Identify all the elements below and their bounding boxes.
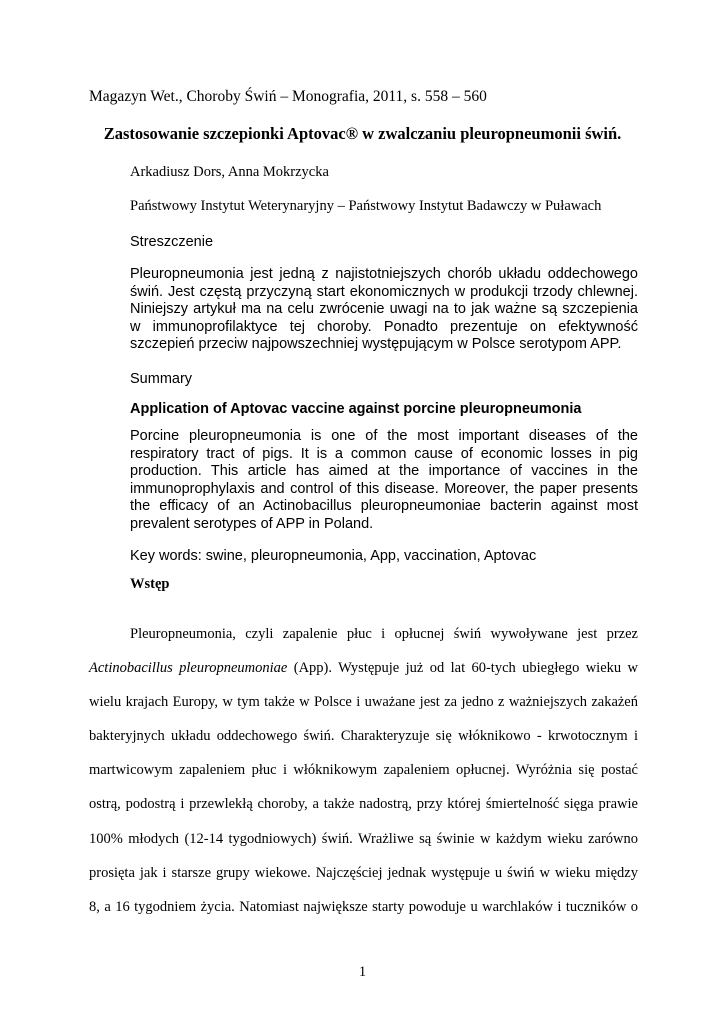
intro-line: 100% młodych (12-14 tygodniowych) świń. Wrażliwe są świnie w każdym wieku zarówno [89, 830, 638, 847]
keywords-line: Key words: swine, pleuropneumonia, App, vaccination, Aptovac [130, 548, 537, 564]
intro-line: martwicowym zapaleniem płuc i włóknikowym zapaleniem opłucnej. Wyróżnia się postać [89, 762, 638, 779]
institution-line: Państwowy Instytut Weterynaryjny – Państwowy Instytut Badawczy w Puławach [130, 198, 602, 214]
intro-line: ostrą, podostrą i przewlekłą choroby, a także nadostrą, przy której śmiertelność sięga prawie [89, 796, 638, 813]
intro-line: prosięta jak i starsze grupy wiekowe. Najczęściej jednak występuje u świń w wieku między [89, 864, 638, 881]
intro-line [89, 651, 638, 685]
intro-line: bakteryjnych układu oddechowego świń. Charakteryzuje się włóknikowo - krwotocznym i [89, 728, 638, 745]
summary-heading: Summary [130, 371, 193, 387]
streszczenie-text: Pleuropneumonia jest jedną z najistotniejszych chorób układu oddechowego świń. Jest częstą przyczyną start ekonomicznych w produkcji trzody chlewnej. Niniejszy artykuł ma na celu zwrócenie uwagi na to jak ważne są szczepienia w immunoprofilaktyce tej choroby. Ponadto prezentuje on efektywność szczepień przeciw najpowszechniej występującym w Polsce serotypom APP. [130, 266, 638, 353]
italic-term: Actinobacillus pleuropneumoniae [89, 660, 288, 677]
intro-line-rest: (App). Występuje już od lat 60-tych ubiegłego wieku w [293, 660, 638, 677]
summary-text: Porcine pleuropneumonia is one of the most important diseases of the respiratory tract of pigs. It is a common cause of economic losses in pig production. This article has aimed at the importance of vaccines in the immunoprophylaxis and control of this disease. Moreover, the paper presents the efficacy of an Actinobacillus pleuropneumoniae bacterin against most prevalent serotypes of APP in Poland. [130, 428, 638, 532]
intro-line: 8, a 16 tygodniem życia. Natomiast największe starty powoduje u warchlaków i tuczników o [89, 898, 638, 915]
article-title: Zastosowanie szczepionki Aptovac® w zwalczaniu pleuropneumonii świń. [103, 124, 622, 143]
streszczenie-heading: Streszczenie [130, 234, 214, 250]
page-number: 1 [358, 964, 367, 980]
intro-line: wielu krajach Europy, w tym także w Polsce i uważane jest za jedno z ważniejszych zakażeń [89, 694, 638, 711]
intro-paragraph [89, 617, 638, 924]
citation-line: Magazyn Wet., Choroby Świń – Monografia, 2011, s. 558 – 560 [89, 88, 487, 105]
wstep-heading: Wstęp [130, 576, 170, 592]
intro-line: Pleuropneumonia, czyli zapalenie płuc i opłucnej świń wywoływane jest przez [130, 626, 638, 642]
summary-title: Application of Aptovac vaccine against porcine pleuropneumonia [130, 401, 582, 417]
authors-line: Arkadiusz Dors, Anna Mokrzycka [130, 164, 329, 180]
